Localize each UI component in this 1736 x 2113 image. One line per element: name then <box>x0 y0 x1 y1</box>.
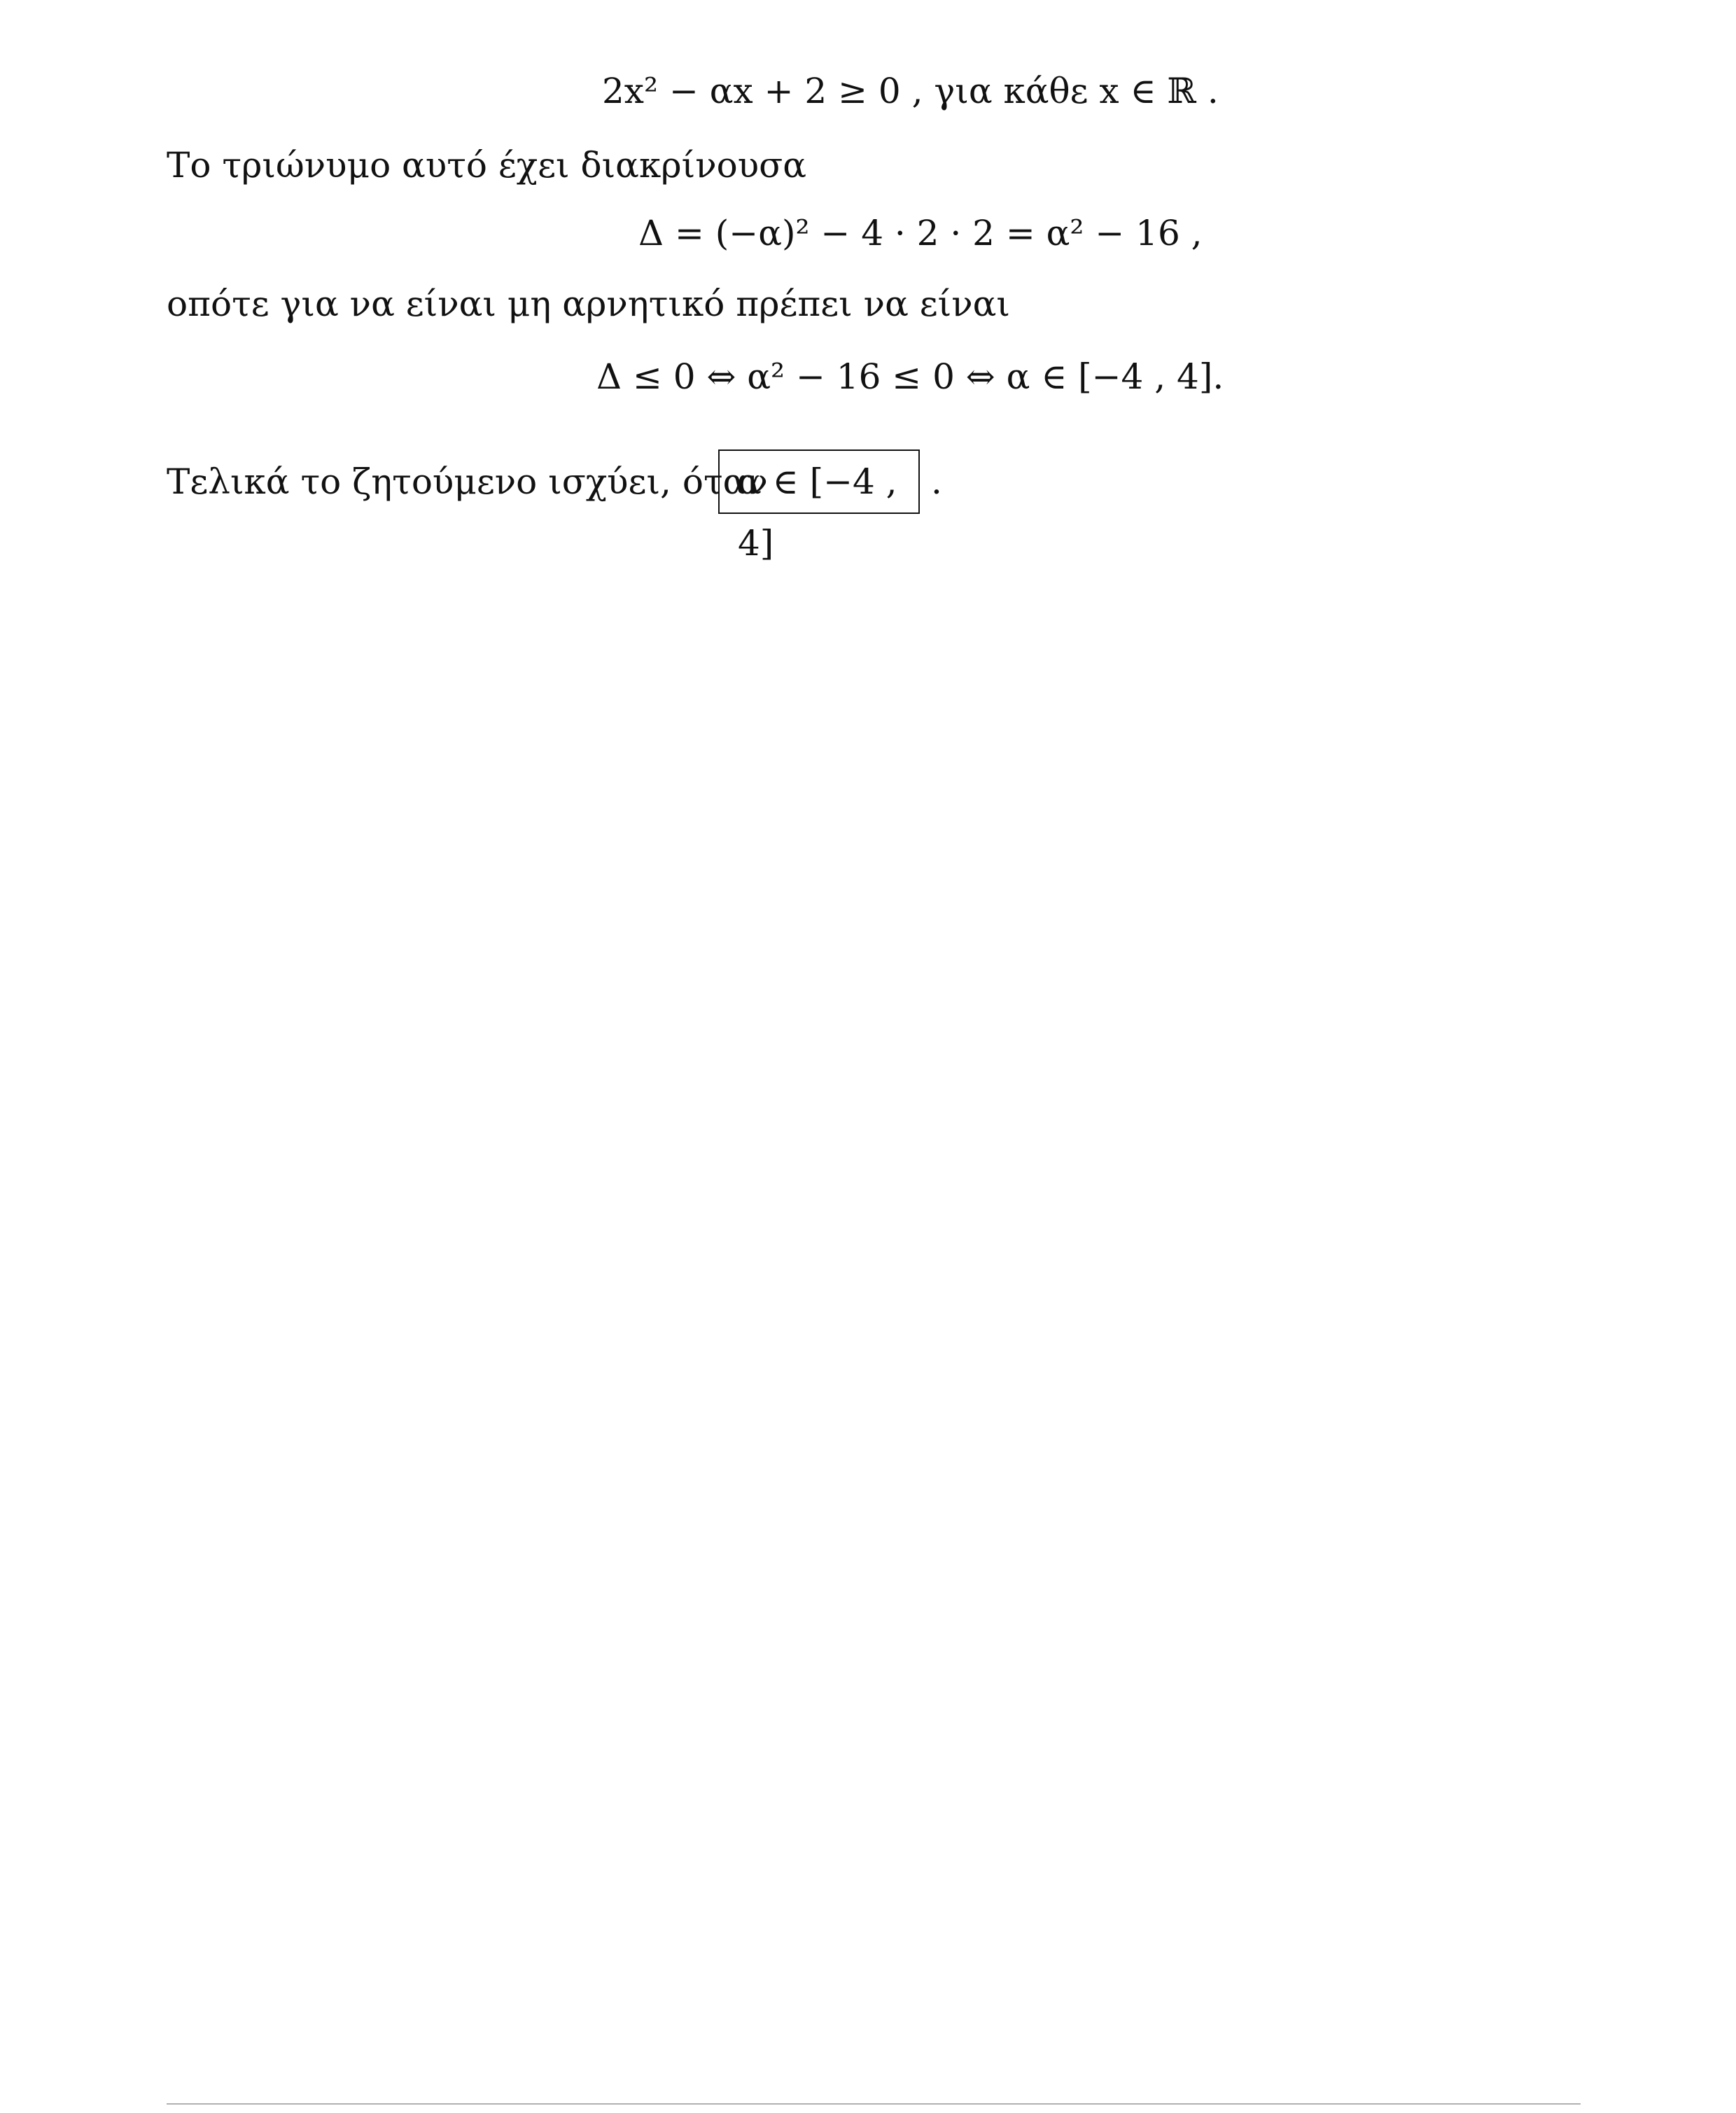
paragraph-discriminant-intro: Το τριώνυμο αυτό έχει διακρίνουσα <box>167 145 806 186</box>
boxed-answer: α ∈ [−4 , 4] <box>718 449 920 514</box>
conclusion-period: . <box>931 461 942 502</box>
conclusion-text: Τελικά το ζητούμενο ισχύει, όταν <box>167 461 768 502</box>
equation-discriminant: Δ = (−α)² − 4 · 2 · 2 = α² − 16 , <box>638 213 1203 253</box>
equation-condition: Δ ≤ 0 ⇔ α² − 16 ≤ 0 ⇔ α ∈ [−4 , 4]. <box>596 356 1224 397</box>
equation-inequality: 2x² − αx + 2 ≥ 0 , για κάθε x ∈ ℝ . <box>602 71 1219 111</box>
paragraph-condition-intro: οπότε για να είναι μη αρνητικό πρέπει να είναι <box>167 284 1011 324</box>
footer-divider <box>167 2103 1581 2105</box>
